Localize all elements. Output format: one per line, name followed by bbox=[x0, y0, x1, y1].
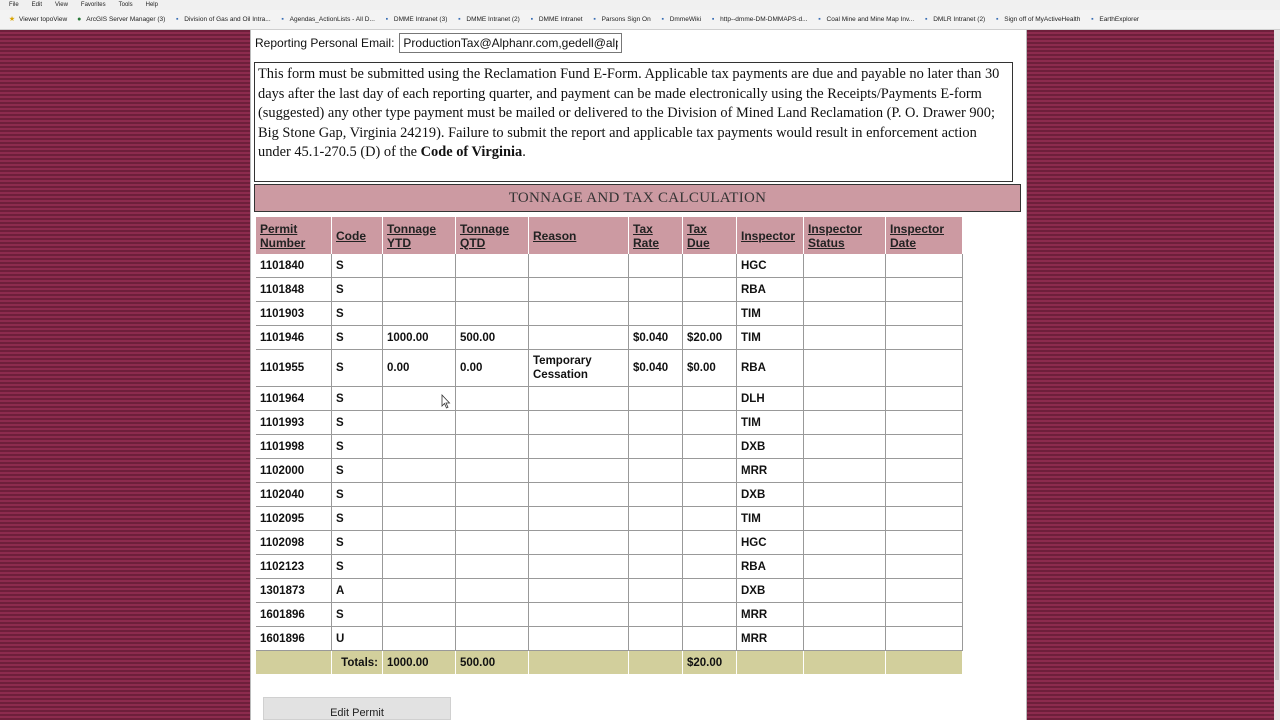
totals-cell bbox=[804, 651, 886, 675]
cell-tax-rate bbox=[629, 603, 683, 627]
header-line: Rate bbox=[633, 235, 660, 250]
favorite-link[interactable] bbox=[1088, 16, 1139, 24]
cell-inspector-date bbox=[886, 507, 963, 531]
cell-tax-rate bbox=[629, 254, 683, 278]
cell-inspector-date bbox=[886, 459, 963, 483]
favorite-label: Coal Mine and Mine Map Inv... bbox=[826, 16, 915, 23]
cell-permit-number: 1102098 bbox=[256, 531, 332, 555]
cell-tax-due: $0.00 bbox=[683, 350, 737, 387]
cell-inspector-date bbox=[886, 278, 963, 302]
cell-tonnage-qtd bbox=[456, 507, 529, 531]
header-code[interactable] bbox=[332, 217, 383, 254]
cell-tonnage-ytd: 0.00 bbox=[383, 350, 456, 387]
cell-tax-due bbox=[683, 302, 737, 326]
cell-inspector-status bbox=[804, 350, 886, 387]
cell-permit-number: 1101848 bbox=[256, 278, 332, 302]
cell-inspector: RBA bbox=[737, 350, 804, 387]
cell-code: S bbox=[332, 459, 383, 483]
cell-code: S bbox=[332, 483, 383, 507]
scrollbar-thumb[interactable] bbox=[1275, 60, 1279, 680]
cell-tax-due: $20.00 bbox=[683, 326, 737, 350]
favorite-link[interactable] bbox=[279, 16, 375, 24]
totals-cell bbox=[737, 651, 804, 675]
cell-reason bbox=[529, 507, 629, 531]
cell-inspector: MRR bbox=[737, 603, 804, 627]
cell-tonnage-ytd bbox=[383, 627, 456, 651]
header-line: Tonnage bbox=[460, 221, 510, 236]
cell-tonnage-ytd bbox=[383, 302, 456, 326]
cell-inspector-date bbox=[886, 302, 963, 326]
cell-tonnage-qtd bbox=[456, 278, 529, 302]
cell-tonnage-qtd bbox=[456, 387, 529, 411]
page-icon: ▪ bbox=[818, 15, 821, 23]
page-icon: ▪ bbox=[176, 15, 179, 23]
favorite-label: Viewer topoView bbox=[19, 16, 68, 23]
cell-reason bbox=[529, 411, 629, 435]
cell-tax-due bbox=[683, 459, 737, 483]
page-icon: ▪ bbox=[924, 15, 928, 23]
favorite-label: DmmeWiki bbox=[669, 16, 702, 23]
cell-inspector-status bbox=[804, 387, 886, 411]
cell-tonnage-ytd bbox=[383, 507, 456, 531]
header-tax-rate[interactable] bbox=[629, 217, 683, 254]
page-icon: ▪ bbox=[995, 15, 999, 23]
cell-inspector-date bbox=[886, 411, 963, 435]
cell-tax-due bbox=[683, 483, 737, 507]
menu-item[interactable]: Help bbox=[145, 2, 158, 8]
cell-inspector-status bbox=[804, 326, 886, 350]
cell-code: A bbox=[332, 579, 383, 603]
cell-permit-number: 1102123 bbox=[256, 555, 332, 579]
star-icon: ★ bbox=[8, 15, 16, 23]
cell-tonnage-qtd: 500.00 bbox=[456, 326, 529, 350]
header-line: YTD bbox=[387, 235, 411, 250]
cell-tax-rate bbox=[629, 302, 683, 326]
header-tonnage-qtd[interactable] bbox=[456, 217, 529, 254]
cell-code: S bbox=[332, 302, 383, 326]
favorite-label: DMLR Intranet (2) bbox=[933, 16, 986, 23]
cell-tax-rate bbox=[629, 627, 683, 651]
cell-inspector-date bbox=[886, 531, 963, 555]
header-line: Inspector bbox=[890, 221, 945, 236]
cell-inspector-status bbox=[804, 483, 886, 507]
table-row[interactable] bbox=[256, 278, 963, 302]
cell-inspector-date bbox=[886, 579, 963, 603]
menu-item[interactable]: File bbox=[9, 2, 19, 8]
cell-inspector: DXB bbox=[737, 483, 804, 507]
table-row[interactable] bbox=[256, 555, 963, 579]
cell-inspector-date bbox=[886, 350, 963, 387]
cell-inspector-status bbox=[804, 278, 886, 302]
cell-permit-number: 1102000 bbox=[256, 459, 332, 483]
cell-tax-rate bbox=[629, 531, 683, 555]
cell-code: U bbox=[332, 627, 383, 651]
menu-item[interactable]: Tools bbox=[118, 2, 133, 8]
header-tonnage-ytd[interactable] bbox=[383, 217, 456, 254]
email-row bbox=[255, 30, 622, 56]
cell-tax-rate bbox=[629, 278, 683, 302]
header-line: Due bbox=[687, 235, 710, 250]
cell-tax-rate bbox=[629, 435, 683, 459]
table-row[interactable] bbox=[256, 531, 963, 555]
cell-tonnage-qtd bbox=[456, 627, 529, 651]
cell-permit-number: 1101998 bbox=[256, 435, 332, 459]
cell-tax-due bbox=[683, 555, 737, 579]
page-icon: ▪ bbox=[530, 15, 534, 23]
cell-tax-rate bbox=[629, 411, 683, 435]
cell-tonnage-ytd bbox=[383, 555, 456, 579]
favorite-label: EarthExplorer bbox=[1099, 16, 1140, 23]
favorite-label: Division of Gas and Oil Intra... bbox=[184, 16, 271, 23]
edit-permit-button[interactable]: Edit Permit bbox=[263, 697, 451, 720]
cell-tax-due bbox=[683, 627, 737, 651]
cell-tax-due bbox=[683, 507, 737, 531]
header-line: Tax bbox=[633, 221, 653, 236]
cell-permit-number: 1101946 bbox=[256, 326, 332, 350]
cell-inspector: HGC bbox=[737, 531, 804, 555]
submission-notice bbox=[254, 62, 1013, 182]
cell-tonnage-qtd bbox=[456, 254, 529, 278]
cell-tax-due bbox=[683, 254, 737, 278]
cell-inspector: MRR bbox=[737, 627, 804, 651]
cell-permit-number: 1301873 bbox=[256, 579, 332, 603]
header-line: Tonnage bbox=[387, 221, 437, 236]
table-row[interactable] bbox=[256, 387, 963, 411]
cell-tax-rate bbox=[629, 507, 683, 531]
cell-reason bbox=[529, 531, 629, 555]
favorite-link[interactable] bbox=[816, 16, 915, 24]
cell-inspector: DXB bbox=[737, 579, 804, 603]
cell-inspector-date bbox=[886, 555, 963, 579]
cell-tonnage-ytd: 1000.00 bbox=[383, 326, 456, 350]
cell-code: S bbox=[332, 507, 383, 531]
header-permit-number[interactable] bbox=[256, 217, 332, 254]
cell-tax-due bbox=[683, 411, 737, 435]
email-input[interactable] bbox=[399, 33, 622, 53]
cell-permit-number: 1101993 bbox=[256, 411, 332, 435]
cell-code: S bbox=[332, 350, 383, 387]
page-icon: ▪ bbox=[1091, 15, 1094, 23]
table-row[interactable] bbox=[256, 411, 963, 435]
totals-cell: 500.00 bbox=[456, 651, 529, 675]
cell-inspector: HGC bbox=[737, 254, 804, 278]
favorite-link[interactable] bbox=[591, 16, 651, 24]
page-scrollbar[interactable] bbox=[1274, 30, 1280, 720]
cell-inspector-date bbox=[886, 627, 963, 651]
cell-permit-number: 1101964 bbox=[256, 387, 332, 411]
table-header-row bbox=[256, 217, 963, 254]
page-icon: ▪ bbox=[385, 15, 389, 23]
cell-inspector-status bbox=[804, 603, 886, 627]
header-line: Status bbox=[808, 235, 845, 250]
cell-permit-number: 1601896 bbox=[256, 627, 332, 651]
cell-code: S bbox=[332, 531, 383, 555]
cell-code: S bbox=[332, 254, 383, 278]
favorite-link[interactable] bbox=[709, 16, 807, 24]
cell-inspector-date bbox=[886, 254, 963, 278]
cell-inspector-date bbox=[886, 483, 963, 507]
menu-item[interactable]: View bbox=[55, 2, 68, 8]
header-line: Inspector bbox=[741, 228, 796, 243]
cell-tax-rate bbox=[629, 555, 683, 579]
favorite-link[interactable] bbox=[75, 16, 165, 24]
table-row[interactable] bbox=[256, 579, 963, 603]
cell-tonnage-qtd bbox=[456, 435, 529, 459]
table-row[interactable] bbox=[256, 435, 963, 459]
cell-inspector: DLH bbox=[737, 387, 804, 411]
favorite-link[interactable] bbox=[173, 16, 270, 24]
table-row[interactable] bbox=[256, 507, 963, 531]
cell-tonnage-qtd bbox=[456, 531, 529, 555]
totals-cell bbox=[529, 651, 629, 675]
favorite-link[interactable] bbox=[8, 16, 67, 24]
cell-reason: Temporary Cessation bbox=[529, 350, 629, 387]
cell-tax-due bbox=[683, 531, 737, 555]
favorite-label: DMME Intranet bbox=[538, 16, 583, 23]
cell-inspector-status bbox=[804, 627, 886, 651]
cell-inspector-date bbox=[886, 435, 963, 459]
cell-tax-rate: $0.040 bbox=[629, 326, 683, 350]
totals-cell bbox=[629, 651, 683, 675]
cell-tax-rate bbox=[629, 387, 683, 411]
cell-inspector-date bbox=[886, 326, 963, 350]
cell-tonnage-ytd bbox=[383, 459, 456, 483]
cell-code: S bbox=[332, 387, 383, 411]
cell-tax-rate bbox=[629, 459, 683, 483]
header-tax-due[interactable] bbox=[683, 217, 737, 254]
cell-inspector: TIM bbox=[737, 302, 804, 326]
totals-cell: 1000.00 bbox=[383, 651, 456, 675]
favorite-label: DMME Intranet (3) bbox=[393, 16, 448, 23]
totals-cell: $20.00 bbox=[683, 651, 737, 675]
cell-code: S bbox=[332, 411, 383, 435]
notice-text: This form must be submitted using the Reclamation Fund E-Form. Applicable tax payments are due and payable no later than 30 days after the last day of each reporting quarter, and payment can be made electronically using the Receipts/Payments E-form (suggested) any other type payment must be mailed or delivered to the Division of Mined Land Reclamation (P. O. Drawer 900; Big Stone Gap, Virginia 24219). Failure to submit the report and applicable tax payments would result in enforcement action under 45.1-270.5 (D) of the bbox=[258, 66, 1000, 160]
cell-tonnage-qtd bbox=[456, 555, 529, 579]
totals-cell bbox=[256, 651, 332, 675]
cell-tonnage-qtd bbox=[456, 483, 529, 507]
cell-inspector-status bbox=[804, 459, 886, 483]
cell-reason bbox=[529, 278, 629, 302]
section-title: TONNAGE AND TAX CALCULATION bbox=[254, 184, 1021, 212]
cell-reason bbox=[529, 254, 629, 278]
favorite-label: http--dmme-DM-DMMAPS-d... bbox=[720, 16, 808, 23]
page-icon: ▪ bbox=[593, 15, 596, 23]
favorite-link[interactable] bbox=[455, 16, 519, 24]
header-inspector-date[interactable] bbox=[886, 217, 963, 254]
cell-reason bbox=[529, 579, 629, 603]
cell-permit-number: 1601896 bbox=[256, 603, 332, 627]
page-icon: ▪ bbox=[711, 15, 715, 23]
favorite-label: Agendas_ActionLists - All D... bbox=[289, 16, 375, 23]
cell-tax-due bbox=[683, 603, 737, 627]
cell-tonnage-qtd bbox=[456, 459, 529, 483]
header-line: Code bbox=[336, 228, 366, 243]
cell-code: S bbox=[332, 603, 383, 627]
cell-inspector-status bbox=[804, 579, 886, 603]
cell-inspector: RBA bbox=[737, 278, 804, 302]
header-reason[interactable] bbox=[529, 217, 629, 254]
cell-tax-rate: $0.040 bbox=[629, 350, 683, 387]
cell-reason bbox=[529, 483, 629, 507]
cell-tonnage-ytd bbox=[383, 579, 456, 603]
table-row[interactable] bbox=[256, 350, 963, 387]
cell-tonnage-qtd: 0.00 bbox=[456, 350, 529, 387]
cell-tonnage-qtd bbox=[456, 603, 529, 627]
cell-tonnage-ytd bbox=[383, 435, 456, 459]
cell-reason bbox=[529, 387, 629, 411]
cell-tonnage-ytd bbox=[383, 254, 456, 278]
cell-inspector-status bbox=[804, 531, 886, 555]
cell-code: S bbox=[332, 326, 383, 350]
cell-inspector: MRR bbox=[737, 459, 804, 483]
table-row[interactable] bbox=[256, 627, 963, 651]
menu-item[interactable]: Favorites bbox=[80, 2, 106, 8]
header-line: Tax bbox=[687, 221, 707, 236]
cell-inspector: DXB bbox=[737, 435, 804, 459]
favorite-link[interactable] bbox=[528, 16, 583, 24]
cell-tax-rate bbox=[629, 483, 683, 507]
cell-tonnage-ytd bbox=[383, 531, 456, 555]
cell-inspector: RBA bbox=[737, 555, 804, 579]
header-line: Permit bbox=[260, 221, 298, 236]
cell-tonnage-ytd bbox=[383, 603, 456, 627]
cell-permit-number: 1102095 bbox=[256, 507, 332, 531]
cell-permit-number: 1101903 bbox=[256, 302, 332, 326]
cell-code: S bbox=[332, 435, 383, 459]
cell-tax-rate bbox=[629, 579, 683, 603]
cell-inspector: TIM bbox=[737, 411, 804, 435]
menu-bar bbox=[0, 0, 1280, 10]
favorite-link[interactable] bbox=[659, 16, 701, 24]
cell-inspector-status bbox=[804, 555, 886, 579]
header-inspector-status[interactable] bbox=[804, 217, 886, 254]
table-row[interactable] bbox=[256, 603, 963, 627]
cell-inspector-status bbox=[804, 302, 886, 326]
cell-inspector-status bbox=[804, 411, 886, 435]
header-inspector[interactable] bbox=[737, 217, 804, 254]
cell-tonnage-qtd bbox=[456, 302, 529, 326]
totals-label: Totals: bbox=[332, 651, 383, 675]
totals-row bbox=[256, 651, 963, 675]
page-icon: ▪ bbox=[281, 15, 284, 23]
cell-reason bbox=[529, 435, 629, 459]
globe-icon: ● bbox=[77, 15, 82, 23]
page-icon: ▪ bbox=[661, 15, 664, 23]
cell-reason bbox=[529, 555, 629, 579]
table-row[interactable] bbox=[256, 483, 963, 507]
cell-inspector-status bbox=[804, 507, 886, 531]
cell-reason bbox=[529, 459, 629, 483]
header-line: QTD bbox=[460, 235, 486, 250]
menu-item[interactable]: Edit bbox=[31, 2, 43, 8]
cell-inspector: TIM bbox=[737, 326, 804, 350]
table-row[interactable] bbox=[256, 254, 963, 278]
mouse-cursor-icon bbox=[441, 394, 451, 410]
favorite-link[interactable] bbox=[922, 16, 985, 24]
cell-tonnage-qtd bbox=[456, 411, 529, 435]
cell-tonnage-ytd bbox=[383, 411, 456, 435]
cell-inspector-status bbox=[804, 435, 886, 459]
cell-code: S bbox=[332, 278, 383, 302]
cell-inspector-date bbox=[886, 387, 963, 411]
favorite-link[interactable] bbox=[993, 16, 1080, 24]
cell-reason bbox=[529, 627, 629, 651]
cell-tonnage-qtd bbox=[456, 579, 529, 603]
favorite-link[interactable] bbox=[383, 16, 447, 24]
cell-tax-due bbox=[683, 579, 737, 603]
cell-permit-number: 1102040 bbox=[256, 483, 332, 507]
favorite-label: Parsons Sign On bbox=[601, 16, 651, 23]
favorite-label: ArcGIS Server Manager (3) bbox=[86, 16, 166, 23]
notice-end: . bbox=[522, 144, 526, 160]
cell-tax-due bbox=[683, 387, 737, 411]
table-row[interactable] bbox=[256, 459, 963, 483]
cell-inspector-date bbox=[886, 603, 963, 627]
cell-tonnage-ytd bbox=[383, 483, 456, 507]
cell-tax-due bbox=[683, 435, 737, 459]
cell-tax-due bbox=[683, 278, 737, 302]
cell-reason bbox=[529, 302, 629, 326]
cell-inspector-status bbox=[804, 254, 886, 278]
favorites-bar bbox=[0, 10, 1280, 30]
cell-permit-number: 1101840 bbox=[256, 254, 332, 278]
tonnage-table bbox=[256, 217, 963, 674]
page-icon: ▪ bbox=[458, 15, 461, 23]
cell-inspector: TIM bbox=[737, 507, 804, 531]
favorite-label: DMME Intranet (2) bbox=[466, 16, 520, 23]
header-line: Number bbox=[260, 235, 306, 250]
totals-cell bbox=[886, 651, 963, 675]
cell-code: S bbox=[332, 555, 383, 579]
email-label: Reporting Personal Email: bbox=[255, 36, 395, 50]
table-row[interactable] bbox=[256, 326, 963, 350]
cell-tonnage-ytd bbox=[383, 278, 456, 302]
favorite-label: Sign off of MyActiveHealth bbox=[1004, 16, 1081, 23]
cell-reason bbox=[529, 603, 629, 627]
code-of-virginia: Code of Virginia bbox=[420, 144, 523, 160]
header-line: Date bbox=[890, 235, 917, 250]
header-line: Inspector bbox=[808, 221, 863, 236]
table-row[interactable] bbox=[256, 302, 963, 326]
form-page bbox=[250, 30, 1027, 720]
cell-reason bbox=[529, 326, 629, 350]
header-line: Reason bbox=[533, 228, 577, 243]
cell-permit-number: 1101955 bbox=[256, 350, 332, 387]
